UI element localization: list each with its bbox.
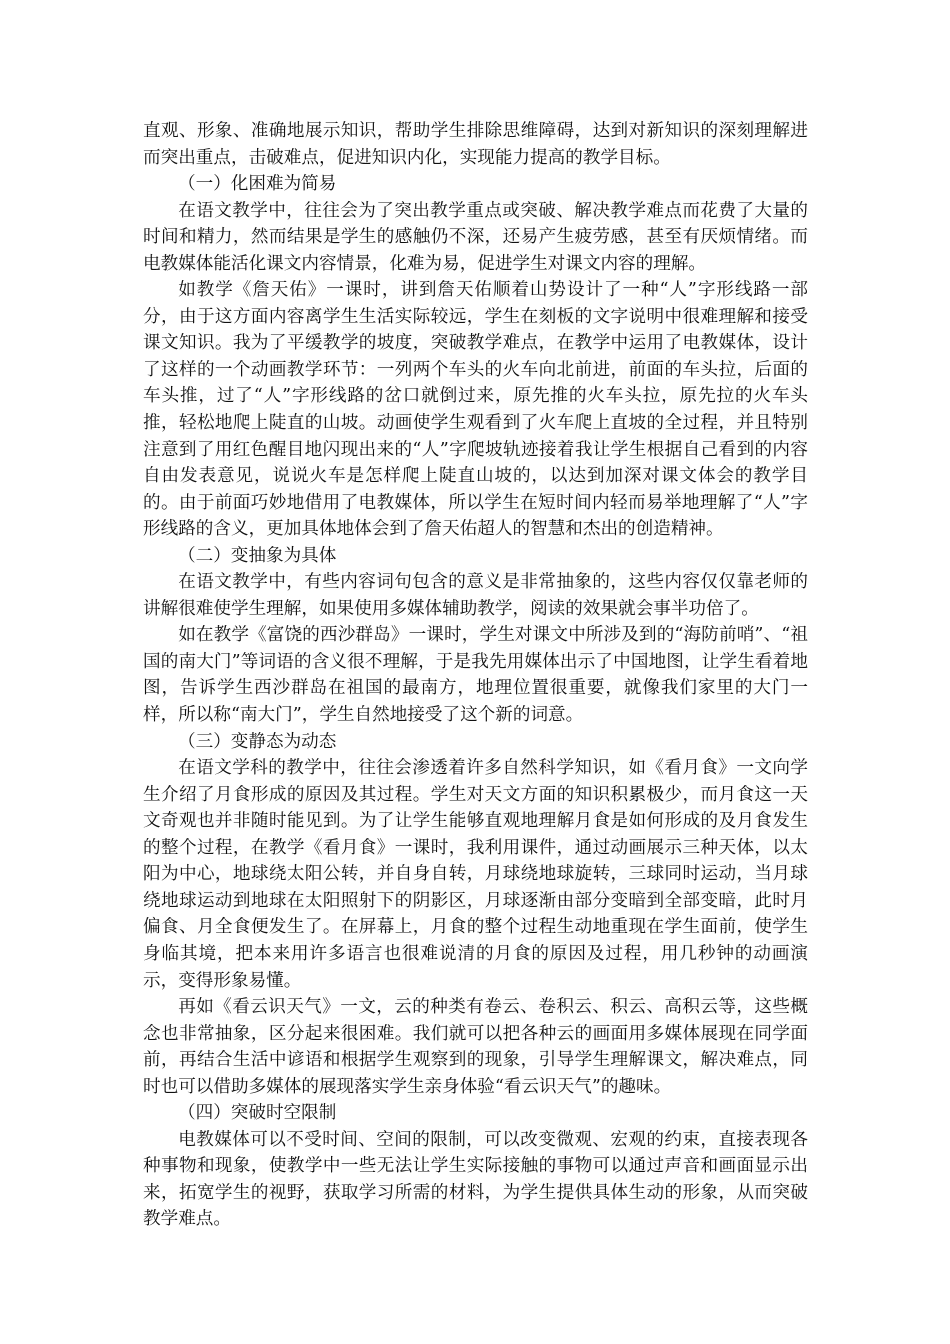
paragraph: 如教学《詹天佑》一课时，讲到詹天佑顺着山势设计了一种“人”字形线路一部分，由于这方面内容离学生生活实际较远，学生在刻板的文字说明中很难理解和接受课文知识。我为了平缓教学的坡度，突破教学难点，在教学中运用了电教媒体，设计了这样的一个动画教学环节：一列两个车头的火车向北前进，前面的车头拉，后面的车头推，过了“人”字形线路的岔口就倒过来，原先推的火车头拉，原先拉的火车头推，轻松地爬上陡直的山坡。动画使学生观看到了火车爬上直坡的全过程，并且特别注意到了用红色醒目地闪现出来的“人”字爬坡轨迹接着我让学生根据自己看到的内容自由发表意见，说说火车是怎样爬上陡直山坡的，以达到加深对课文体会的教学目的。由于前面巧妙地借用了电教媒体，所以学生在短时间内轻而易举地理解了“人”字形线路的含义，更加具体地体会到了詹天佑超人的智慧和杰出的创造精神。 — [143, 280, 808, 540]
paragraph: 电教媒体可以不受时间、空间的限制，可以改变微观、宏观的约束，直接表现各种事物和现象，使教学中一些无法让学生实际接触的事物可以通过声音和画面显示出来，拓宽学生的视野，获取学习所需的材料，为学生提供具体生动的形象，从而突破教学难点。 — [143, 1129, 808, 1230]
document-page — [143, 118, 808, 1233]
paragraph: 在语文教学中，有些内容词句包含的意义是非常抽象的，这些内容仅仅靠老师的讲解很难使学生理解，如果使用多媒体辅助教学，阅读的效果就会事半功倍了。 — [143, 572, 808, 619]
section-heading-1: （一）化困难为简易 — [178, 174, 337, 195]
intro-paragraph: 直观、形象、准确地展示知识，帮助学生排除思维障碍，达到对新知识的深刻理解进而突出重点，击破难点，促进知识内化，实现能力提高的教学目标。 — [143, 121, 808, 168]
paragraph: 在语文教学中，往往会为了突出教学重点或突破、解决教学难点而花费了大量的时间和精力，然而结果是学生的感触仍不深，还易产生疲劳感，甚至有厌烦情绪。而电教媒体能活化课文内容情景，化难为易，促进学生对课文内容的理解。 — [143, 200, 808, 274]
section-heading-2: （二）变抽象为具体 — [178, 545, 337, 566]
paragraph: 再如《看云识天气》一文，云的种类有卷云、卷积云、积云、高积云等，这些概念也非常抽象，区分起来很困难。我们就可以把各种云的画面用多媒体展现在同学面前，再结合生活中谚语和根据学生观察到的现象，引导学生理解课文，解决难点，同时也可以借助多媒体的展现落实学生亲身体验“看云识天气”的趣味。 — [143, 997, 808, 1097]
section-heading-3: （三）变静态为动态 — [178, 731, 337, 752]
paragraph: 在语文学科的教学中，往往会渗透着许多自然科学知识，如《看月食》一文向学生介绍了月食形成的原因及其过程。学生对天文方面的知识积累极少，而月食这一天文奇观也并非随时能见到。为了让学生能够直观地理解月食是如何形成的及月食发生的整个过程，在教学《看月食》一课时，我利用课件，通过动画展示三种天体，以太阳为中心，地球绕太阳公转，并自身自转，月球绕地球旋转，三球同时运动，当月球绕地球运动到地球在太阳照射下的阴影区，月球逐渐由部分变暗到全部变暗，此时月偏食、月全食便发生了。在屏幕上，月食的整个过程生动地重现在学生面前，使学生身临其境，把本来用许多语言也很难说清的月食的原因及过程，用几秒钟的动画演示，变得形象易懂。 — [143, 758, 808, 991]
paragraph: 如在教学《富饶的西沙群岛》一课时，学生对课文中所涉及到的“海防前哨”、“祖国的南大门”等词语的含义很不理解，于是我先用媒体出示了中国地图，让学生看着地图，告诉学生西沙群岛在祖国的最南方，地理位置很重要，就像我们家里的大门一样，所以称“南大门”，学生自然地接受了这个新的词意。 — [143, 625, 808, 726]
section-heading-4: （四）突破时空限制 — [178, 1103, 337, 1124]
